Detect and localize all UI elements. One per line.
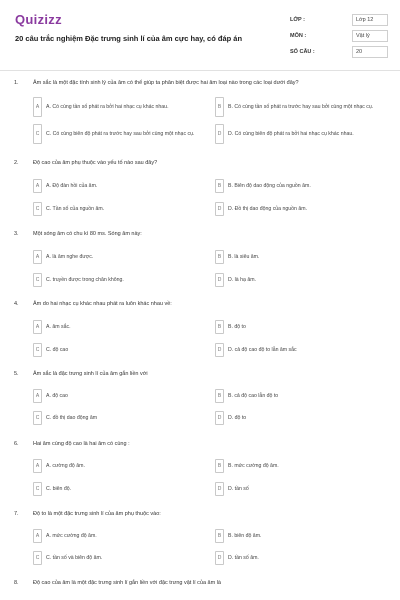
meta-question-count-value: 20: [352, 46, 388, 58]
option-d[interactable]: [215, 482, 375, 496]
option-a[interactable]: [33, 179, 193, 193]
option-a[interactable]: [33, 250, 193, 264]
option-letter: B: [215, 529, 224, 543]
option-c[interactable]: [33, 482, 193, 496]
option-c[interactable]: [33, 202, 193, 216]
question-number: 7.: [14, 511, 19, 517]
meta-question-count-label: SỐ CÂU :: [290, 49, 315, 55]
option-letter: B: [215, 320, 224, 334]
option-d[interactable]: [215, 411, 375, 425]
option-d[interactable]: [215, 124, 375, 144]
option-letter: A: [33, 529, 42, 543]
option-text: B. mức cường độ âm.: [228, 462, 279, 469]
question-text: Độ cao của âm là một đặc trưng sinh lí gắn liền với đặc trưng vật lí của âm là: [33, 580, 221, 586]
question-number: 8.: [14, 580, 19, 586]
option-letter: B: [215, 459, 224, 473]
option-letter: D: [215, 551, 224, 565]
option-text: A. Có cùng tần số phát ra bởi hai nhạc cụ khác nhau.: [46, 103, 169, 110]
question-number: 1.: [14, 80, 19, 86]
option-text: D. Đồ thị dao động của nguồn âm.: [228, 205, 308, 212]
option-text: A. độ cao: [46, 392, 68, 399]
option-text: C. độ cao: [46, 346, 69, 353]
option-text: A. cường độ âm.: [46, 462, 85, 469]
option-text: B. Có cùng tần số phát ra trước hay sau bởi cùng một nhạc cụ.: [228, 103, 374, 110]
option-letter: D: [215, 202, 224, 216]
option-c[interactable]: [33, 273, 193, 287]
question-number: 5.: [14, 371, 19, 377]
option-d[interactable]: [215, 551, 375, 565]
header-divider: [0, 70, 400, 71]
question-number: 6.: [14, 441, 19, 447]
option-d[interactable]: [215, 202, 375, 216]
option-letter: D: [215, 273, 224, 287]
option-letter: A: [33, 97, 42, 117]
question-text: Âm do hai nhạc cụ khác nhau phát ra luôn khác nhau về:: [33, 301, 172, 307]
option-text: D. là hạ âm.: [228, 276, 256, 283]
option-text: B. là siêu âm.: [228, 253, 260, 260]
question-number: 3.: [14, 231, 19, 237]
option-a[interactable]: [33, 459, 193, 473]
meta-subject-value: Vật lý: [352, 30, 388, 42]
option-text: D. Có cùng biên độ phát ra bởi hai nhạc cụ khác nhau.: [228, 130, 354, 137]
option-a[interactable]: [33, 320, 193, 334]
option-letter: D: [215, 482, 224, 496]
option-letter: C: [33, 343, 42, 357]
option-text: A. âm sắc.: [46, 323, 71, 330]
option-text: B. cả độ cao lẫn độ to: [228, 392, 279, 399]
meta-subject: [290, 30, 390, 44]
option-c[interactable]: [33, 343, 193, 357]
option-b[interactable]: [215, 250, 375, 264]
meta-class: [290, 14, 390, 28]
option-text: A. Độ đàn hồi của âm.: [46, 182, 98, 189]
option-text: D. tần số: [228, 485, 249, 492]
meta-class-label: LỚP :: [290, 17, 305, 23]
option-b[interactable]: [215, 529, 375, 543]
option-text: C. biên độ.: [46, 485, 72, 492]
option-letter: C: [33, 551, 42, 565]
option-text: D. tần số âm.: [228, 554, 259, 561]
option-letter: C: [33, 411, 42, 425]
option-text: A. mức cường độ âm.: [46, 532, 97, 539]
question-text: Độ cao của âm phụ thuộc vào yếu tố nào sau đây?: [33, 160, 158, 166]
question-text: Hai âm cùng độ cao là hai âm có cùng :: [33, 441, 130, 447]
option-letter: D: [215, 411, 224, 425]
question-number: 2.: [14, 160, 19, 166]
option-letter: D: [215, 124, 224, 144]
option-letter: D: [215, 343, 224, 357]
option-text: C. đồ thị dao động âm: [46, 414, 98, 421]
option-b[interactable]: [215, 179, 375, 193]
question-text: Âm sắc là một đặc tính sinh lý của âm có thể giúp ta phân biệt được hai âm loại nào trong các loại dưới đây?: [33, 80, 299, 86]
meta-question-count: [290, 46, 390, 60]
option-letter: C: [33, 273, 42, 287]
option-letter: B: [215, 97, 224, 117]
option-text: C. tần số và biên độ âm.: [46, 554, 103, 561]
option-c[interactable]: [33, 124, 193, 144]
option-letter: A: [33, 459, 42, 473]
option-b[interactable]: [215, 97, 375, 117]
option-c[interactable]: [33, 551, 193, 565]
option-letter: A: [33, 250, 42, 264]
option-letter: C: [33, 202, 42, 216]
option-a[interactable]: [33, 97, 193, 117]
quizizz-logo: Quizizz: [15, 12, 62, 27]
option-text: D. cả độ cao độ to lẫn âm sắc: [228, 346, 297, 353]
option-a[interactable]: [33, 389, 193, 403]
option-b[interactable]: [215, 389, 375, 403]
option-d[interactable]: [215, 343, 375, 357]
option-text: C. Có cùng biên độ phát ra trước hay sau bởi cùng một nhạc cụ.: [46, 130, 195, 137]
option-letter: B: [215, 389, 224, 403]
option-letter: A: [33, 389, 42, 403]
meta-subject-label: MÔN :: [290, 33, 307, 39]
question-number: 4.: [14, 301, 19, 307]
question-text: Một sóng âm có chu kì 80 ms. Sóng âm này:: [33, 231, 142, 237]
worksheet-header: [0, 0, 400, 65]
meta-class-value: Lớp 12: [352, 14, 388, 26]
option-text: B. độ to: [228, 323, 246, 330]
option-letter: C: [33, 124, 42, 144]
option-text: B. Biên độ dao động của nguồn âm.: [228, 182, 311, 189]
option-text: C. truyền được trong chân không.: [46, 276, 124, 283]
option-c[interactable]: [33, 411, 193, 425]
option-letter: B: [215, 250, 224, 264]
question-text: Độ to là một đặc trưng sinh lí của âm phụ thuộc vào:: [33, 511, 161, 517]
option-letter: C: [33, 482, 42, 496]
option-text: B. biên độ âm.: [228, 532, 262, 539]
option-letter: A: [33, 179, 42, 193]
option-text: A. là âm nghe được.: [46, 253, 94, 260]
option-b[interactable]: [215, 320, 375, 334]
worksheet-title: 20 câu trắc nghiệm Đặc trưng sinh lí của âm cực hay, có đáp án: [15, 34, 243, 43]
question-text: Âm sắc là đặc trưng sinh lí của âm gắn liền với: [33, 371, 148, 377]
option-a[interactable]: [33, 529, 193, 543]
option-text: D. độ to: [228, 414, 247, 421]
option-b[interactable]: [215, 459, 375, 473]
option-letter: B: [215, 179, 224, 193]
option-letter: A: [33, 320, 42, 334]
option-text: C. Tần số của nguồn âm.: [46, 205, 105, 212]
option-d[interactable]: [215, 273, 375, 287]
